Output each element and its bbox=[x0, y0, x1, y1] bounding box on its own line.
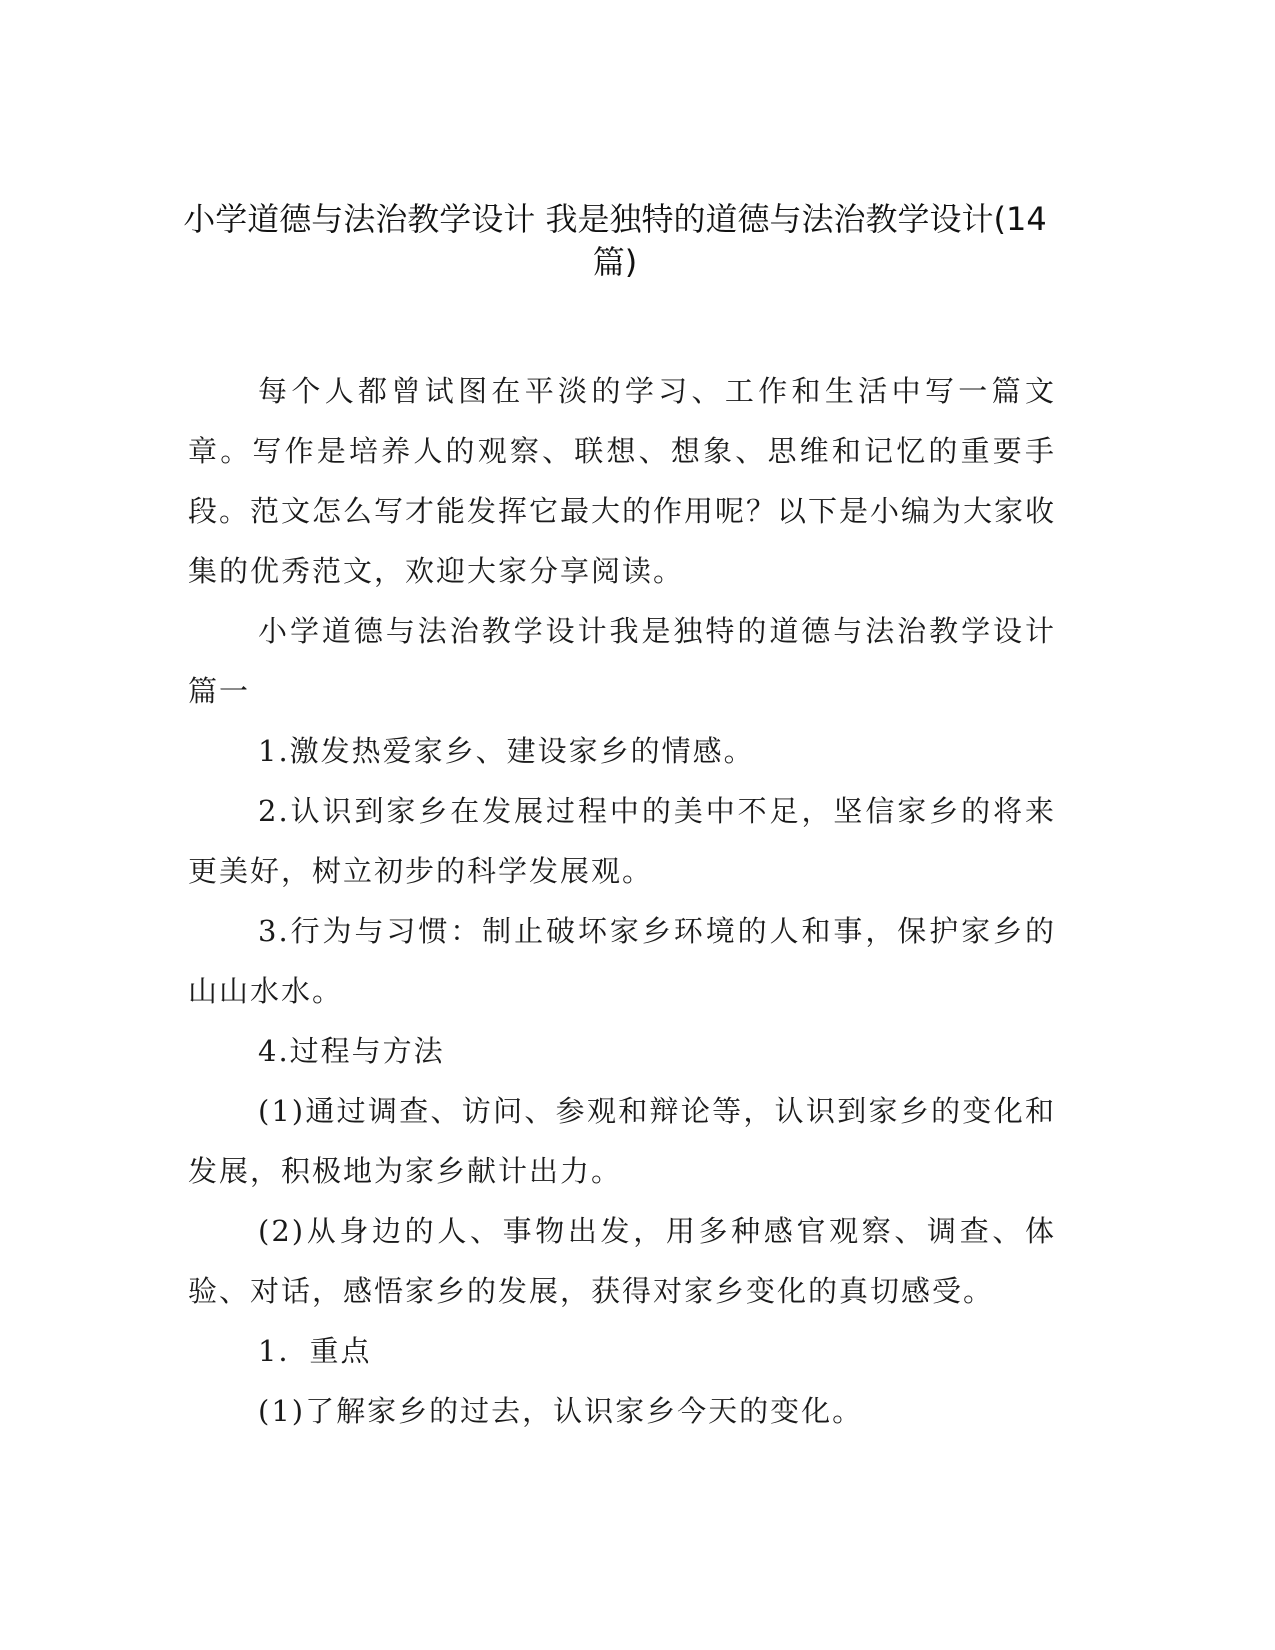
list-item: (2)从身边的人、事物出发，用多种感官观察、调查、体验、对话，感悟家乡的发展，获得对家乡变化的真切感受。 bbox=[188, 1214, 1056, 1308]
list-item: (1)了解家乡的过去，认识家乡今天的变化。 bbox=[258, 1394, 864, 1428]
section-heading: 小学道德与法治教学设计我是独特的道德与法治教学设计篇一 bbox=[188, 614, 1056, 708]
document-title bbox=[180, 198, 1050, 284]
intro-paragraph: 每个人都曾试图在平淡的学习、工作和生活中写一篇文章。写作是培养人的观察、联想、想象、思维和记忆的重要手段。范文怎么写才能发挥它最大的作用呢？以下是小编为大家收集的优秀范文，欢迎大家分享阅读。 bbox=[188, 374, 1057, 588]
title-line-1: 小学道德与法治教学设计 我是独特的道德与法治教学设计(14 bbox=[183, 200, 1047, 238]
list-item: 1．重点 bbox=[258, 1334, 372, 1368]
list-item: 3.行为与习惯：制止破坏家乡环境的人和事，保护家乡的山山水水。 bbox=[188, 914, 1056, 1008]
list-item: 1.激发热爱家乡、建设家乡的情感。 bbox=[258, 734, 755, 768]
title-line-2: 篇) bbox=[592, 243, 638, 281]
document-body bbox=[188, 361, 1056, 1441]
list-item: 4.过程与方法 bbox=[258, 1034, 445, 1068]
list-item: 2.认识到家乡在发展过程中的美中不足，坚信家乡的将来更美好，树立初步的科学发展观。 bbox=[188, 794, 1056, 888]
list-item: (1)通过调查、访问、参观和辩论等，认识到家乡的变化和发展，积极地为家乡献计出力。 bbox=[188, 1094, 1056, 1188]
